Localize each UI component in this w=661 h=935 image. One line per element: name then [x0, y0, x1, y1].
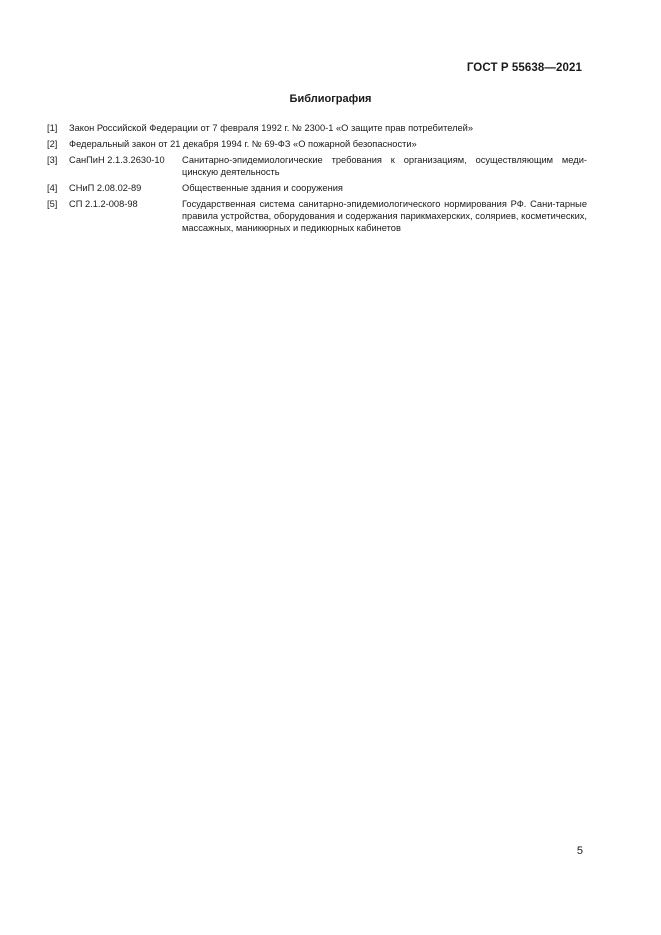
entry-text: Федеральный закон от 21 декабря 1994 г. № 69-ФЗ «О пожарной безопасности»: [69, 139, 417, 149]
entry-code: СНиП 2.08.02-89: [69, 183, 142, 193]
entry-description: Общественные здания и сооружения: [182, 183, 343, 193]
entry-description: Санитарно-эпидемиологические требования к организациям, осуществляющим меди-цинскую деятельность: [182, 155, 587, 177]
bibliography-entry-3: [47, 154, 587, 178]
page-number: 5: [576, 845, 583, 857]
document-code: ГОСТ Р 55638—2021: [466, 62, 582, 74]
entry-number: [2]: [47, 139, 58, 149]
entry-description: Государственная система санитарно-эпидемиологического нормирования РФ. Сани-тарные правила устройства, оборудования и содержания парикмахерских, соляриев, косметических, массажных, маникюрных и педикюрных кабинетов: [182, 199, 587, 233]
entry-number: [4]: [47, 183, 58, 193]
entry-code: СП 2.1.2-008-98: [69, 199, 138, 209]
bibliography-entry-1: [47, 122, 587, 134]
entry-code: СанПиН 2.1.3.2630-10: [69, 155, 165, 165]
bibliography-entry-5: [47, 198, 587, 234]
bibliography-entry-2: [47, 138, 587, 150]
entry-text: Закон Российской Федерации от 7 февраля 1992 г. № 2300-1 «О защите прав потребителей»: [69, 123, 474, 133]
bibliography-list: [47, 122, 587, 238]
entry-number: [1]: [47, 123, 58, 133]
section-title: Библиография: [289, 93, 372, 105]
entry-number: [3]: [47, 155, 58, 165]
entry-number: [5]: [47, 199, 58, 209]
bibliography-entry-4: [47, 182, 587, 194]
